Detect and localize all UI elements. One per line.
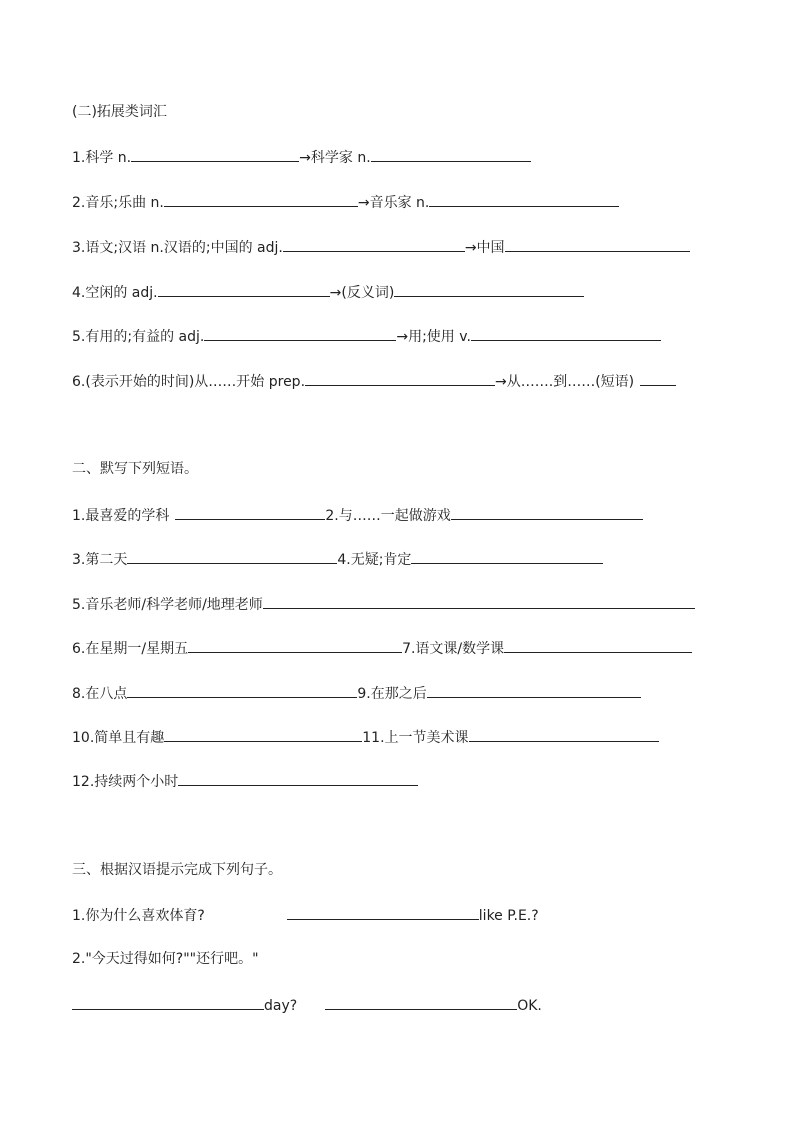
phrase-text: 3.第二天 <box>72 552 128 568</box>
answer-blank[interactable] <box>504 638 692 653</box>
phrase-row-5 <box>72 683 641 701</box>
answer-blank[interactable] <box>164 192 358 207</box>
item-text: 3.语文;汉语 n.汉语的;中国的 adj. <box>72 240 283 256</box>
phrase-row-3 <box>72 594 695 612</box>
answer-blank[interactable] <box>469 727 659 742</box>
phrase-row-4 <box>72 638 692 656</box>
phrase-text: 4.无疑;肯定 <box>337 552 412 568</box>
phrase-row-1 <box>72 505 643 523</box>
answer-blank[interactable] <box>451 505 643 520</box>
item-text: →科学家 n. <box>299 150 371 166</box>
extend-item-4 <box>72 282 584 300</box>
item-text: →(反义词) <box>329 285 395 301</box>
sentence-1 <box>72 905 539 923</box>
answer-blank[interactable] <box>175 505 325 520</box>
answer-blank[interactable] <box>429 192 619 207</box>
item-text: →从…….到……(短语) <box>495 374 635 390</box>
answer-blank[interactable] <box>158 282 330 297</box>
answer-blank[interactable] <box>325 995 517 1010</box>
section-heading-phrases: 二、默写下列短语。 <box>72 461 198 477</box>
item-text: →音乐家 n. <box>357 195 430 211</box>
sentence-text: like P.E.? <box>478 908 539 924</box>
item-text: 4.空闲的 adj. <box>72 285 158 301</box>
answer-blank[interactable] <box>471 326 661 341</box>
phrase-text: 12.持续两个小时 <box>72 774 179 790</box>
answer-blank[interactable] <box>505 237 690 252</box>
extend-item-6 <box>72 371 676 389</box>
phrase-text: 8.在八点 <box>72 686 128 702</box>
sentence-prompt: 1.你为什么喜欢体育? <box>72 908 205 924</box>
phrase-text: 11.上一节美术课 <box>362 730 469 746</box>
item-text: 1.科学 n. <box>72 150 132 166</box>
answer-blank[interactable] <box>411 549 603 564</box>
answer-blank[interactable] <box>127 549 337 564</box>
phrase-row-2 <box>72 549 603 567</box>
item-text: 2.音乐;乐曲 n. <box>72 195 164 211</box>
answer-blank[interactable] <box>305 371 495 386</box>
phrase-text: 2.与……一起做游戏 <box>325 508 451 524</box>
extend-item-1 <box>72 147 531 165</box>
section-heading-sentences: 三、根据汉语提示完成下列句子。 <box>72 862 282 878</box>
phrase-row-6 <box>72 727 659 745</box>
phrase-text: 1.最喜爱的学科 <box>72 508 170 524</box>
answer-blank[interactable] <box>127 683 357 698</box>
answer-blank[interactable] <box>164 727 362 742</box>
answer-blank[interactable] <box>178 771 418 786</box>
item-text: →中国 <box>464 240 505 256</box>
phrase-text: 6.在星期一/星期五 <box>72 641 189 657</box>
answer-blank[interactable] <box>640 371 676 386</box>
answer-blank[interactable] <box>263 594 695 609</box>
answer-blank[interactable] <box>283 237 465 252</box>
phrase-text: 5.音乐老师/科学老师/地理老师 <box>72 597 263 613</box>
phrase-row-7 <box>72 771 418 789</box>
answer-blank[interactable] <box>427 683 641 698</box>
phrase-text: 7.语文课/数学课 <box>402 641 505 657</box>
answer-blank[interactable] <box>188 638 402 653</box>
answer-blank[interactable] <box>204 326 396 341</box>
phrase-text: 9.在那之后 <box>357 686 427 702</box>
answer-blank[interactable] <box>131 147 299 162</box>
answer-blank[interactable] <box>72 995 264 1010</box>
phrase-text: 10.简单且有趣 <box>72 730 165 746</box>
extend-item-5 <box>72 326 661 344</box>
answer-blank[interactable] <box>371 147 531 162</box>
sentence-2-prompt: 2."今天过得如何?""还行吧。" <box>72 951 259 967</box>
answer-blank[interactable] <box>394 282 584 297</box>
item-text: →用;使用 v. <box>396 329 471 345</box>
item-text: 5.有用的;有益的 adj. <box>72 329 205 345</box>
sentence-2-answer <box>72 995 542 1013</box>
sentence-text: day? <box>264 998 298 1014</box>
answer-blank[interactable] <box>287 905 479 920</box>
sentence-text: OK. <box>517 998 542 1014</box>
extend-item-3 <box>72 237 690 255</box>
extend-item-2 <box>72 192 619 210</box>
item-text: 6.(表示开始的时间)从……开始 prep. <box>72 374 306 390</box>
section-heading-extend: (二)拓展类词汇 <box>72 104 167 120</box>
